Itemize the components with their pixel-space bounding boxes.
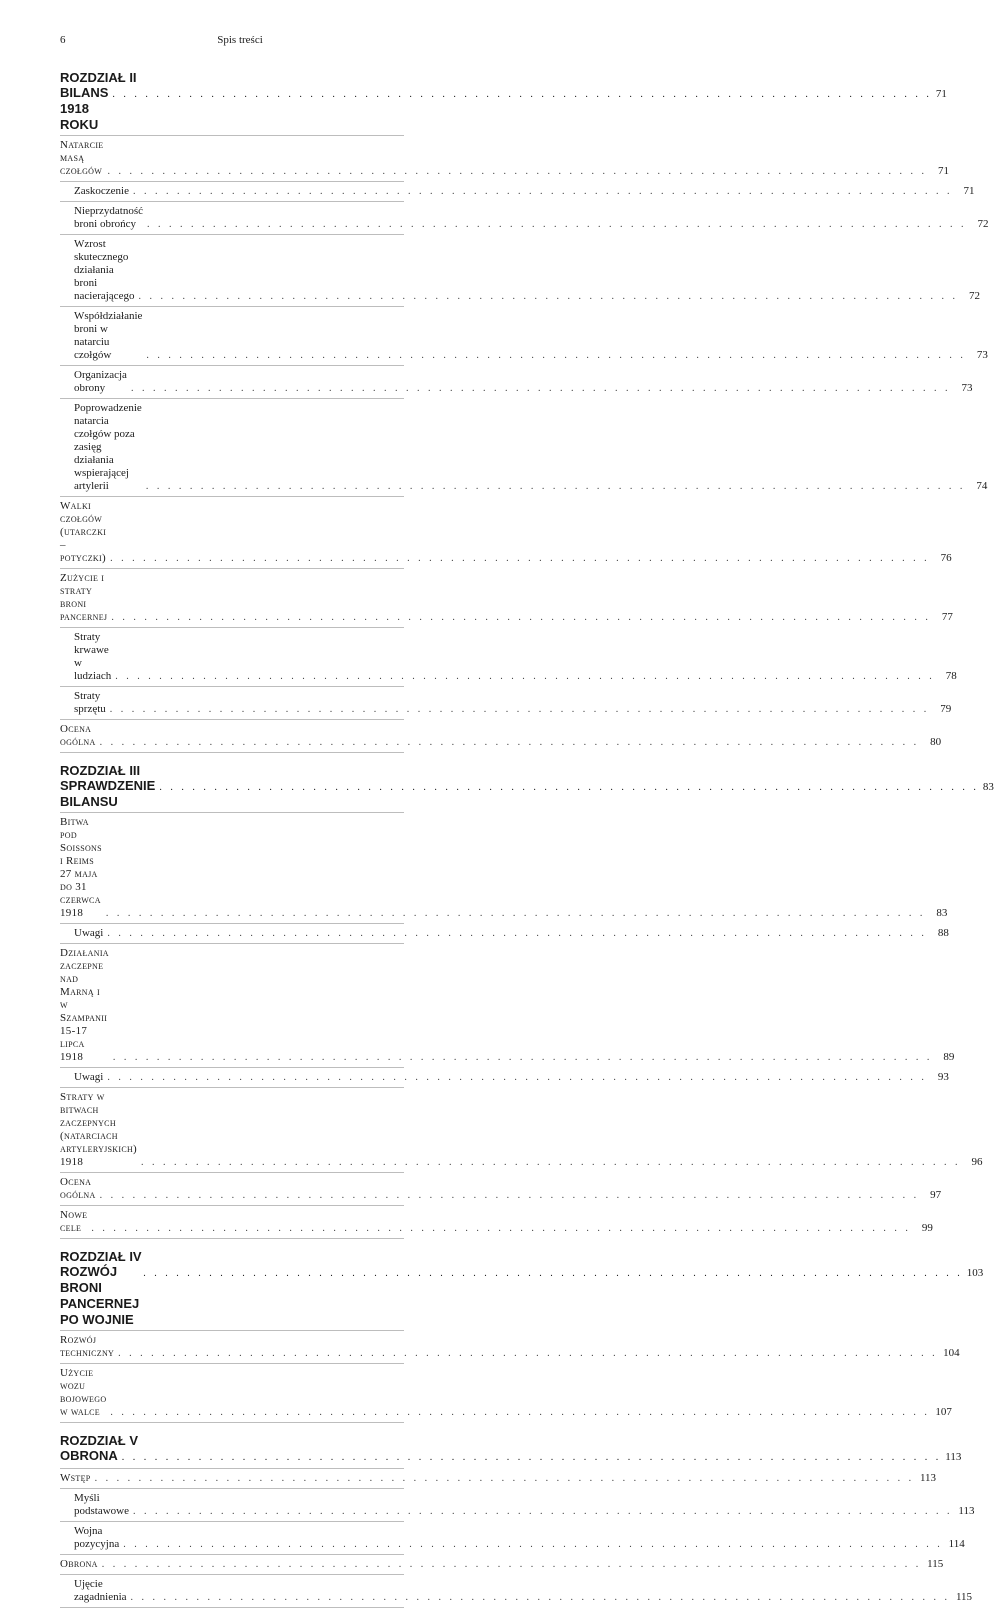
toc-section-entry[interactable] xyxy=(60,1206,933,1239)
page-ref: 80 xyxy=(930,736,942,748)
toc-subsection-entry[interactable] xyxy=(60,235,980,307)
page-ref: 72 xyxy=(977,218,989,230)
leader-dots: . . . . . . . . . . . . . . . . . . . . . . . . . . . . . . . . . . . . . . . . . . . . . . . . . . . . . . . . . . . . . . . . . . . . . . . . . . . xyxy=(138,291,958,302)
page-ref: 93 xyxy=(937,1071,949,1083)
running-head: Spis treści xyxy=(217,34,263,46)
page-ref: 79 xyxy=(940,703,952,715)
entry-title: Wstęp xyxy=(60,1472,91,1484)
page-ref: 113 xyxy=(958,1505,975,1517)
page-ref: 114 xyxy=(948,1538,965,1550)
entry-title: Uwagi xyxy=(74,1071,104,1083)
leader-dots: . . . . . . . . . . . . . . . . . . . . . . . . . . . . . . . . . . . . . . . . . . . . . . . . . . . . . . . . . . . . . . . . . . . . . . . . . . . xyxy=(132,1506,953,1517)
leader-dots: . . . . . . . . . . . . . . . . . . . . . . . . . . . . . . . . . . . . . . . . . . . . . . . . . . . . . . . . . . . . . . . . . . . . . . . . . . . xyxy=(141,1157,961,1168)
page-ref: 74 xyxy=(976,480,988,492)
entry-title: Zużycie i straty broni pancernej xyxy=(60,572,108,623)
toc-subsection-entry[interactable] xyxy=(60,924,949,944)
entry-title: Ujęcie zagadnienia xyxy=(74,1578,127,1603)
page-ref: 115 xyxy=(927,1558,944,1570)
leader-dots: . . . . . . . . . . . . . . . . . . . . . . . . . . . . . . . . . . . . . . . . . . . . . . . . . . . . . . . . . . . . . . . . . . . . . . . . . . . xyxy=(130,1592,951,1603)
entry-title: Działania zaczepne nad Marną i w Szampanii 15-17 lipca 1918 xyxy=(60,947,109,1063)
leader-dots: . . . . . . . . . . . . . . . . . . . . . . . . . . . . . . . . . . . . . . . . . . . . . . . . . . . . . . . . . . . . . . . . . . . . . . . . . . . xyxy=(107,928,927,939)
page-ref: 107 xyxy=(935,1406,952,1418)
toc-subsection-entry[interactable] xyxy=(60,1575,973,1608)
chapter-label: ROZDZIAŁ III xyxy=(60,763,141,778)
toc-section-entry[interactable] xyxy=(60,1173,942,1206)
toc-subsection-entry[interactable] xyxy=(60,628,957,687)
leader-dots: . . . . . . . . . . . . . . . . . . . . . . . . . . . . . . . . . . . . . . . . . . . . . . . . . . . . . . . . . . . . . . . . . . . . . . . . . . . xyxy=(112,1052,933,1063)
chapter-title: OBRONA xyxy=(60,1448,118,1463)
page-ref: 96 xyxy=(971,1156,983,1168)
leader-dots: . . . . . . . . . . . . . . . . . . . . . . . . . . . . . . . . . . . . . . . . . . . . . . . . . . . . . . . . . . . . . . . . . . . . . . . . . . . xyxy=(112,89,932,100)
chapter-block xyxy=(60,763,994,1239)
leader-dots: . . . . . . . . . . . . . . . . . . . . . . . . . . . . . . . . . . . . . . . . . . . . . . . . . . . . . . . . . . . . . . . . . . . . . . . . . . . xyxy=(111,612,931,623)
entry-title: Straty sprzętu xyxy=(74,690,106,715)
entry-title: Straty w bitwach zaczepnych (natarciach artyleryjskich) 1918 xyxy=(60,1091,138,1168)
toc-section-entry[interactable] xyxy=(60,944,955,1068)
toc-subsection-entry[interactable] xyxy=(60,1068,949,1088)
chapter-title-row[interactable] xyxy=(60,1264,984,1331)
leader-dots: . . . . . . . . . . . . . . . . . . . . . . . . . . . . . . . . . . . . . . . . . . . . . . . . . . . . . . . . . . . . . . . . . . . . . . . . . . . xyxy=(121,1452,942,1463)
chapter-block xyxy=(60,1249,984,1423)
leader-dots: . . . . . . . . . . . . . . . . . . . . . . . . . . . . . . . . . . . . . . . . . . . . . . . . . . . . . . . . . . . . . . . . . . . . . . . . . . . xyxy=(105,908,926,919)
chapter-title: ROZWÓJ BRONI PANCERNEJ PO WOJNIE xyxy=(60,1264,140,1327)
toc-section-entry[interactable] xyxy=(60,497,952,569)
toc-section-entry[interactable] xyxy=(60,136,949,182)
chapter-title-row[interactable] xyxy=(60,1448,962,1469)
entry-title: Obrona xyxy=(60,1558,98,1570)
page-number: 6 xyxy=(60,34,66,46)
leader-dots: . . . . . . . . . . . . . . . . . . . . . . . . . . . . . . . . . . . . . . . . . . . . . . . . . . . . . . . . . . . . . . . . . . . . . . . . . . . xyxy=(110,1407,930,1418)
leader-dots: . . . . . . . . . . . . . . . . . . . . . . . . . . . . . . . . . . . . . . . . . . . . . . . . . . . . . . . . . . . . . . . . . . . . . . . . . . . xyxy=(94,1473,915,1484)
leader-dots: . . . . . . . . . . . . . . . . . . . . . . . . . . . . . . . . . . . . . . . . . . . . . . . . . . . . . . . . . . . . . . . . . . . . . . . . . . . xyxy=(159,782,979,793)
leader-dots: . . . . . . . . . . . . . . . . . . . . . . . . . . . . . . . . . . . . . . . . . . . . . . . . . . . . . . . . . . . . . . . . . . . . . . . . . . . xyxy=(99,1190,920,1201)
chapter-label: ROZDZIAŁ IV xyxy=(60,1249,142,1264)
toc-subsection-entry[interactable] xyxy=(60,1489,975,1522)
page-ref: 71 xyxy=(963,185,975,197)
leader-dots: . . . . . . . . . . . . . . . . . . . . . . . . . . . . . . . . . . . . . . . . . . . . . . . . . . . . . . . . . . . . . . . . . . . . . . . . . . . xyxy=(145,481,966,492)
toc-subsection-entry[interactable] xyxy=(60,202,989,235)
entry-title: Ocena ogólna xyxy=(60,1176,96,1201)
toc-section-entry[interactable] xyxy=(60,1331,960,1364)
entry-title: Współdziałanie broni w natarciu czołgów xyxy=(74,310,143,361)
leader-dots: . . . . . . . . . . . . . . . . . . . . . . . . . . . . . . . . . . . . . . . . . . . . . . . . . . . . . . . . . . . . . . . . . . . . . . . . . . . xyxy=(109,704,930,715)
entry-title: Poprowadzenie natarcia czołgów poza zasięg działania wspierającej artylerii xyxy=(74,402,142,492)
entry-title: Bitwa pod Soissons i Reims 27 maja do 31 czerwca 1918 xyxy=(60,816,102,919)
toc-subsection-entry[interactable] xyxy=(60,182,975,202)
page-ref: 73 xyxy=(961,382,973,394)
leader-dots: . . . . . . . . . . . . . . . . . . . . . . . . . . . . . . . . . . . . . . . . . . . . . . . . . . . . . . . . . . . . . . . . . . . . . . . . . . . xyxy=(130,383,951,394)
leader-dots: . . . . . . . . . . . . . . . . . . . . . . . . . . . . . . . . . . . . . . . . . . . . . . . . . . . . . . . . . . . . . . . . . . . . . . . . . . . xyxy=(99,737,920,748)
leader-dots: . . . . . . . . . . . . . . . . . . . . . . . . . . . . . . . . . . . . . . . . . . . . . . . . . . . . . . . . . . . . . . . . . . . . . . . . . . . xyxy=(143,1268,963,1279)
toc-section-entry[interactable] xyxy=(60,1555,944,1575)
toc-subsection-entry[interactable] xyxy=(60,399,988,497)
toc-subsection-entry[interactable] xyxy=(60,1522,965,1555)
toc-section-entry[interactable] xyxy=(60,813,948,924)
entry-title: Organizacja obrony xyxy=(74,369,127,394)
chapter-block xyxy=(60,70,989,753)
entry-title: Nieprzydatność broni obrońcy xyxy=(74,205,144,230)
toc-section-entry[interactable] xyxy=(60,1364,952,1423)
page-ref: 77 xyxy=(941,611,953,623)
chapter-block xyxy=(60,1433,975,1608)
page-ref: 83 xyxy=(936,907,948,919)
page-ref: 99 xyxy=(921,1222,933,1234)
page-ref: 113 xyxy=(945,1451,962,1463)
entry-title: Wojna pozycyjna xyxy=(74,1525,120,1550)
chapter-title: SPRAWDZENIE BILANSU xyxy=(60,778,156,809)
entry-title: Wzrost skutecznego działania broni nacierającego xyxy=(74,238,135,302)
entry-title: Uwagi xyxy=(74,927,104,939)
page-ref: 71 xyxy=(935,88,947,100)
page-ref: 72 xyxy=(968,290,980,302)
page-ref: 88 xyxy=(937,927,949,939)
leader-dots: . . . . . . . . . . . . . . . . . . . . . . . . . . . . . . . . . . . . . . . . . . . . . . . . . . . . . . . . . . . . . . . . . . . . . . . . . . . xyxy=(123,1539,943,1550)
entry-title: Zaskoczenie xyxy=(74,185,129,197)
page-ref: 71 xyxy=(937,165,949,177)
entry-title: Nowe cele xyxy=(60,1209,88,1234)
page-ref: 73 xyxy=(976,349,988,361)
page-ref: 115 xyxy=(955,1591,973,1603)
page-ref: 83 xyxy=(982,781,994,793)
toc-section-entry[interactable] xyxy=(60,1088,983,1173)
leader-dots: . . . . . . . . . . . . . . . . . . . . . . . . . . . . . . . . . . . . . . . . . . . . . . . . . . . . . . . . . . . . . . . . . . . . . . . . . . . xyxy=(107,166,927,177)
chapter-title-row[interactable] xyxy=(60,778,994,813)
page-ref: 76 xyxy=(940,552,952,564)
chapter-title: BILANS 1918 ROKU xyxy=(60,85,109,132)
entry-title: Myśli podstawowe xyxy=(74,1492,129,1517)
chapter-title-row[interactable] xyxy=(60,85,947,136)
entry-title: Straty krwawe w ludziach xyxy=(74,631,112,682)
page-ref: 103 xyxy=(966,1267,984,1279)
leader-dots: . . . . . . . . . . . . . . . . . . . . . . . . . . . . . . . . . . . . . . . . . . . . . . . . . . . . . . . . . . . . . . . . . . . . . . . . . . . xyxy=(115,671,935,682)
page-ref: 104 xyxy=(943,1347,960,1359)
entry-title: Rozwój techniczny xyxy=(60,1334,115,1359)
leader-dots: . . . . . . . . . . . . . . . . . . . . . . . . . . . . . . . . . . . . . . . . . . . . . . . . . . . . . . . . . . . . . . . . . . . . . . . . . . . xyxy=(107,1072,927,1083)
toc-subsection-entry[interactable] xyxy=(60,307,988,366)
leader-dots: . . . . . . . . . . . . . . . . . . . . . . . . . . . . . . . . . . . . . . . . . . . . . . . . . . . . . . . . . . . . . . . . . . . . . . . . . . . xyxy=(118,1348,938,1359)
entry-title: Ocena ogólna xyxy=(60,723,96,748)
leader-dots: . . . . . . . . . . . . . . . . . . . . . . . . . . . . . . . . . . . . . . . . . . . . . . . . . . . . . . . . . . . . . . . . . . . . . . . . . . . xyxy=(147,219,967,230)
leader-dots: . . . . . . . . . . . . . . . . . . . . . . . . . . . . . . . . . . . . . . . . . . . . . . . . . . . . . . . . . . . . . . . . . . . . . . . . . . . xyxy=(101,1559,922,1570)
chapter-label: ROZDZIAŁ V xyxy=(60,1433,138,1448)
leader-dots: . . . . . . . . . . . . . . . . . . . . . . . . . . . . . . . . . . . . . . . . . . . . . . . . . . . . . . . . . . . . . . . . . . . . . . . . . . . xyxy=(146,350,966,361)
toc-section-entry[interactable] xyxy=(60,1469,937,1489)
leader-dots: . . . . . . . . . . . . . . . . . . . . . . . . . . . . . . . . . . . . . . . . . . . . . . . . . . . . . . . . . . . . . . . . . . . . . . . . . . . xyxy=(91,1223,911,1234)
toc-subsection-entry[interactable] xyxy=(60,366,973,399)
toc-section-entry[interactable] xyxy=(60,569,953,628)
toc-subsection-entry[interactable] xyxy=(60,687,952,720)
toc-section-entry[interactable] xyxy=(60,720,942,753)
leader-dots: . . . . . . . . . . . . . . . . . . . . . . . . . . . . . . . . . . . . . . . . . . . . . . . . . . . . . . . . . . . . . . . . . . . . . . . . . . . xyxy=(132,186,953,197)
table-of-contents xyxy=(60,64,994,1608)
entry-title: Natarcie masą czołgów xyxy=(60,139,104,177)
entry-title: Użycie wozu bojowego w walce xyxy=(60,1367,107,1418)
page-ref: 97 xyxy=(930,1189,942,1201)
page-ref: 78 xyxy=(945,670,957,682)
leader-dots: . . . . . . . . . . . . . . . . . . . . . . . . . . . . . . . . . . . . . . . . . . . . . . . . . . . . . . . . . . . . . . . . . . . . . . . . . . . xyxy=(110,553,930,564)
entry-title: Walki czołgów (utarczki – potyczki) xyxy=(60,500,107,564)
chapter-label: ROZDZIAŁ II xyxy=(60,70,137,85)
page-ref: 89 xyxy=(943,1051,955,1063)
page-ref: 113 xyxy=(919,1472,937,1484)
